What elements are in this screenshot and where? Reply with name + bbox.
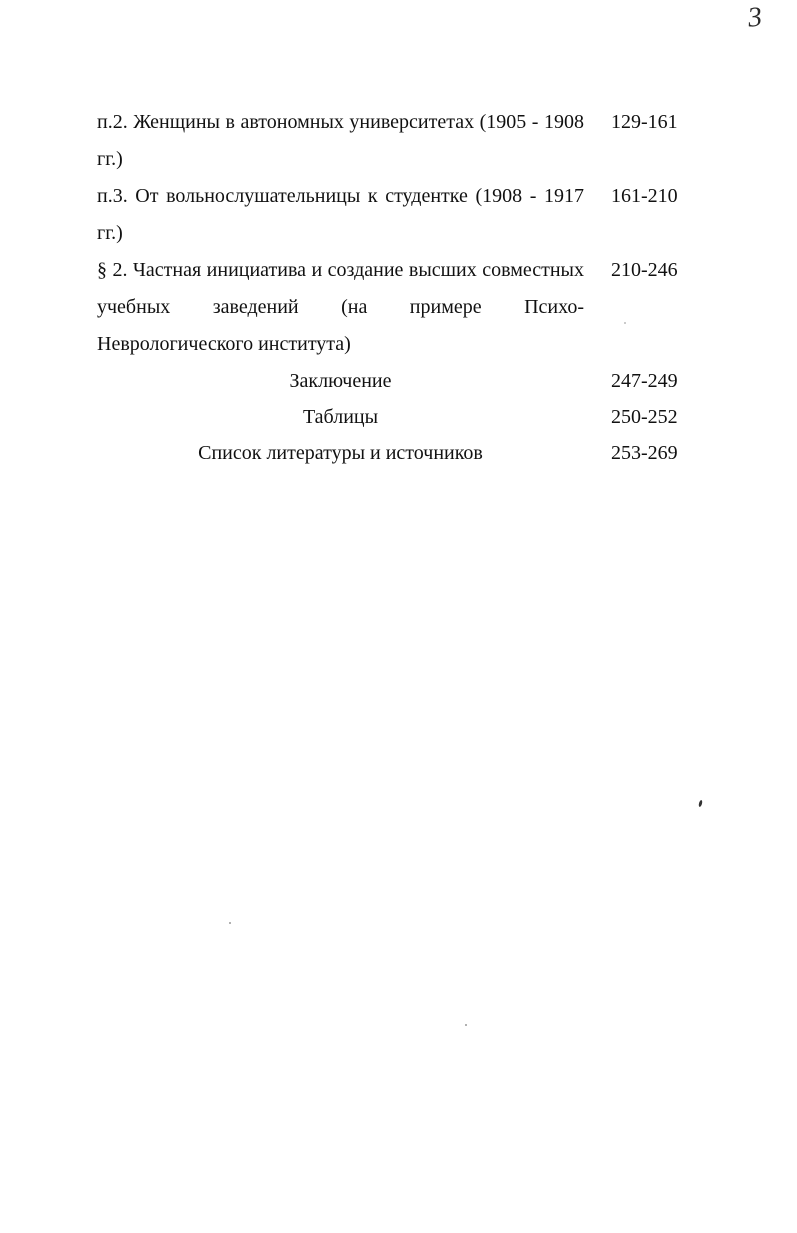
toc-entry-title: п.3. От вольнослушательницы к студентке (1908 - 1917 гг.) [97,185,584,244]
toc-entry-conclusion [97,363,687,399]
toc-entry-pages: 250-252 [611,406,678,428]
toc-entry-private-initiative [97,252,687,363]
page-number: 3 [746,1,764,34]
scan-speck [624,322,626,324]
toc-entry-women-autonomous-universities [97,104,687,178]
toc-entry-pages: 161-210 [611,185,678,207]
toc-entry-pages: 253-269 [611,442,678,464]
scan-speck [465,1024,467,1026]
toc-entry-title: § 2. Частная инициатива и создание высших совместных учебных заведений (на примере Психо-Неврологического института) [97,259,584,355]
toc-entry-title: п.2. Женщины в автономных университетах (1905 - 1908 гг.) [97,111,584,170]
scan-speck [229,922,231,924]
toc-entry-bibliography [97,435,687,471]
toc-entry-title: Список литературы и источников [198,442,483,464]
scan-speck [698,800,703,808]
toc-entry-auditor-to-student [97,178,687,252]
toc-entry-title: Заключение [289,370,392,392]
toc-entry-pages: 210-246 [611,259,678,281]
toc-entry-title: Таблицы [302,406,379,428]
toc-entry-pages: 129-161 [611,111,678,133]
toc-entry-pages: 247-249 [611,370,678,392]
toc-entry-tables [97,399,687,435]
table-of-contents [97,104,687,471]
